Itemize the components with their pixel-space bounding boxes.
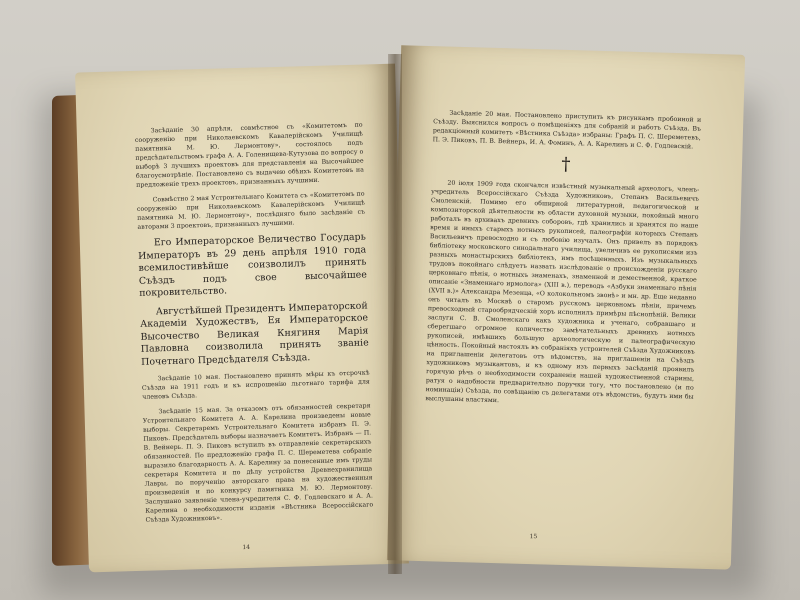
left-large-paragraph: Его Императорское Величество Государь Императоръ въ 29 день апрѣля 1910 года всемилостивѣйше соизволилъ принять Съѣздъ подъ свое высочайшее покровительство.	[138, 231, 367, 299]
left-large-paragraph: Августѣйшей Президентъ Императорской Академіи Художествъ, Ея Императорское Высочество Великая Княгиня Марія Павловна соизволила принять званіе Почетнаго Предсѣдателя Съѣзда.	[139, 299, 369, 368]
left-page-text	[135, 121, 374, 531]
cross-icon: †	[561, 153, 571, 176]
left-page	[75, 64, 409, 573]
right-page	[387, 45, 745, 569]
right-paragraph: 20 іюля 1909 года скончался извѣстный музыкальный археологъ, членъ-учредитель Всероссійскаго Съѣзда Художниковъ, Степанъ Васильевичъ Смоленскій. Помимо его обширной литературной, педагогической и композиторской дѣятельности въ области духовной музыки, покойный много работалъ въ архивахъ древнихъ соборовъ, гдѣ хранились и хранятся по наше время и иныхъ старыхъ нотныхъ рукописей, палеографіи которыхъ Степанъ Васильевичъ превосходно и съ любовію изучалъ. Онъ привелъ въ порядокъ библіотеку московского синодальнаго училища, увеличивъ ее рукописями изъ разныхъ монастырскихъ библіотекъ, имъ посѣщенныхъ. Изъ музыкальныхъ трудовъ покойнаго слѣдуетъ назвать изслѣдованіе о происхожденіи русскаго церковнаго пѣнія, о нотныхъ знаменахъ, знаменной и демественной, краткое описаніе «Знаменнаго ирмолога» (XIII в.), переводъ «Азбуки знаменнаго пѣнія (XVII в.)» Александра Мезенца, «О колокольномъ звонѣ» и мн. др. Еще недавно онъ читалъ въ Москвѣ о старомъ русскомъ церковномъ пѣніи, причемъ превосходный старообрядческій хоръ исполнилъ примѣры пѣснопѣній. Велики заслуги С. В. Смоленскаго какъ художника и ученаго, собравшаго и сберегшаго огромное количество замѣчательныхъ древнихъ нотныхъ рукописей, имѣвшихъ большую археологическую и палеографическую цѣнность. Покойный настоялъ въ собраніяхъ устроителей Съѣзда Художниковъ на приглашеніи делегатовъ отъ вѣдомствъ, на приглашеніи на Съѣздъ художниковъ музыкантовъ, и къ одному изъ первыхъ засѣданій проявилъ горячую рѣчь о необходимости сохраненія нашей художественной старины, ратуя о надобности предварительно поручки тогу, что постановлено (и по номинаціи) Съѣзда, по совѣщанію съ делегатами отъ вѣдомствъ, будутъ ими бы выслушаны властями.	[425, 179, 700, 405]
right-page-number: 15	[529, 533, 538, 541]
left-paragraph: Засѣданіе 15 мая. За отказомъ отъ обязанностей секретаря Устроительнаго Комитета А. А. Карелина произведены новые выборы. Секретаремъ Устроительнаго Комитета избранъ П. Э. Пиковъ. Предсѣдатель выборы назначаетъ Комитетъ. Избранъ — П. В. Вейнерь. П. Э. Пиковъ вступилъ въ отправленіе секретарскихъ обязанностей. По предложенію графа П. С. Шереметева собраніе выразило благодарность А. А. Карелину за понесенные имъ труды секретаря Комитета и по дѣлу устройства Древнехранилища Лавры, по порученію авторскаго права на художественныя произведенія и по конкурсу памятника М. Ю. Лермонтову. Заслушано заявленіе члена-учредителя С. Ф. Годлевскаго и А. А. Карелина о необходимости изданія «Вѣстника Всероссійскаго Съѣзда Художниковъ».	[142, 402, 374, 524]
left-paragraph: Засѣданіе 10 мая. Постановлено принять мѣры къ отсрочкѣ Съѣзда на 1911 годъ и къ испрошенію льготнаго тарифа для членовъ Съѣзда.	[141, 369, 370, 401]
left-paragraph: Засѣданіе 30 апрѣля, совмѣстное съ «Комитетомъ по сооруженію при Николаевскомъ Кавалерійскомъ Училищѣ памятника М. Ю. Лермонтову», состоялось подъ предсѣдательствомъ графа А. А. Голенищева-Кутузова по вопросу о выборѣ 3 лучшихъ проектовъ для представленія на Высочайшее благоусмотрѣніе. Постановлено съ выдачею обѣихъ Комитетовъ на предложеніе трехъ проектовъ, признанныхъ лучшими.	[134, 121, 365, 189]
left-page-number: 14	[242, 543, 251, 552]
right-paragraph: Засѣданіе 20 мая. Постановлено приступить къ рисункамъ пробоиной и Съѣзду. Выяснился вопросъ о помѣщеніяхъ для собраній и работъ Съѣзда. Въ редакціонный комитетъ «Вѣстника Съѣзда» избраны: Графъ П. С. Шереметевъ, П. Э. Пиковъ, П. В. Вейнерь, И. А. Фоминъ, А. А. Карелинъ и С. Ф. Годлевскій.	[432, 109, 702, 151]
left-paragraph: Совмѣстно 2 мая Устроительнаго Комитета съ «Комитетомъ по сооруженію при Николаевскомъ Кавалерійскомъ Училищѣ памятника М. Ю. Лермонтову», послѣдняго было засѣданіе съ авторами 3 проектовъ, признанныхъ лучшими.	[136, 190, 366, 231]
book-gutter	[388, 54, 402, 574]
right-page-text	[425, 108, 701, 416]
